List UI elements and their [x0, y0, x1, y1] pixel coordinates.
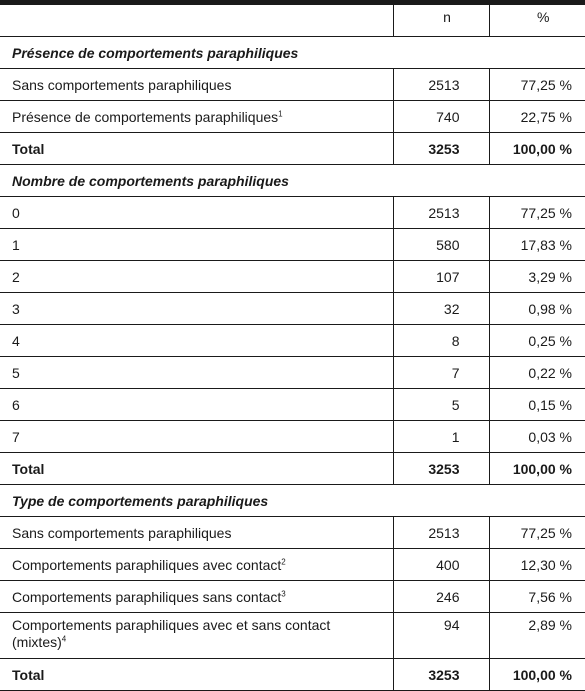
table-row	[0, 517, 585, 549]
footnote-marker: 1	[278, 108, 283, 118]
data-table	[0, 5, 585, 691]
section-title: Présence de comportements paraphiliques	[0, 37, 585, 69]
total-percent: 100,00 %	[489, 453, 585, 485]
total-label: Total	[0, 453, 393, 485]
row-count: 2513	[393, 69, 489, 101]
section-title: Type de comportements paraphiliques	[0, 485, 585, 517]
row-label: 0	[12, 204, 20, 221]
total-label: Total	[0, 133, 393, 165]
table-row	[0, 325, 585, 357]
total-label: Total	[0, 659, 393, 691]
section-header-row	[0, 37, 585, 69]
row-count: 2513	[393, 517, 489, 549]
total-row	[0, 453, 585, 485]
table-row	[0, 613, 585, 659]
section-title: Nombre de comportements paraphiliques	[0, 165, 585, 197]
row-label: Comportements paraphiliques avec et sans contact (mixtes)	[12, 617, 331, 650]
row-percent: 0,98 %	[489, 293, 585, 325]
table-row	[0, 357, 585, 389]
row-count: 32	[393, 293, 489, 325]
section-header-row	[0, 485, 585, 517]
total-row	[0, 659, 585, 691]
row-label-cell	[0, 389, 393, 421]
table-row	[0, 197, 585, 229]
row-label: 3	[12, 300, 20, 317]
footnote-marker: 2	[281, 556, 286, 566]
row-percent: 0,15 %	[489, 389, 585, 421]
row-label: Comportements paraphiliques avec contact	[12, 556, 282, 573]
row-count: 7	[393, 357, 489, 389]
row-label-cell	[0, 517, 393, 549]
table-row	[0, 581, 585, 613]
row-count: 580	[393, 229, 489, 261]
total-percent: 100,00 %	[489, 659, 585, 691]
row-percent: 17,83 %	[489, 229, 585, 261]
row-percent: 2,89 %	[489, 613, 585, 659]
row-label-cell	[0, 325, 393, 357]
footnote-marker: 3	[281, 588, 286, 598]
table-row	[0, 549, 585, 581]
row-count: 740	[393, 101, 489, 133]
row-percent: 7,56 %	[489, 581, 585, 613]
row-label: Comportements paraphiliques sans contact	[12, 588, 282, 605]
row-label: 4	[12, 332, 20, 349]
row-label-cell	[0, 613, 393, 659]
table-row	[0, 421, 585, 453]
row-count: 1	[393, 421, 489, 453]
row-label: 2	[12, 268, 20, 285]
row-count: 5	[393, 389, 489, 421]
row-label: 5	[12, 364, 20, 381]
row-percent: 0,22 %	[489, 357, 585, 389]
row-label: 1	[12, 236, 20, 253]
row-count: 246	[393, 581, 489, 613]
table-row	[0, 389, 585, 421]
row-percent: 3,29 %	[489, 261, 585, 293]
table-row	[0, 293, 585, 325]
table-row	[0, 69, 585, 101]
header-n: n	[393, 5, 489, 37]
table-row	[0, 101, 585, 133]
total-count: 3253	[393, 659, 489, 691]
row-percent: 22,75 %	[489, 101, 585, 133]
row-label-cell	[0, 421, 393, 453]
table-row	[0, 229, 585, 261]
row-label-cell	[0, 197, 393, 229]
row-label-cell	[0, 357, 393, 389]
row-label-cell	[0, 581, 393, 613]
header-row	[0, 5, 585, 37]
row-label-cell	[0, 261, 393, 293]
row-label-cell	[0, 549, 393, 581]
section-header-row	[0, 165, 585, 197]
row-label: Sans comportements paraphiliques	[12, 524, 232, 541]
row-percent: 0,03 %	[489, 421, 585, 453]
row-label: Sans comportements paraphiliques	[12, 76, 232, 93]
row-percent: 0,25 %	[489, 325, 585, 357]
row-count: 2513	[393, 197, 489, 229]
footnote-marker: 4	[61, 634, 67, 644]
table-row	[0, 261, 585, 293]
row-label: Présence de comportements paraphiliques	[12, 108, 279, 125]
row-count: 8	[393, 325, 489, 357]
row-count: 94	[393, 613, 489, 659]
row-percent: 12,30 %	[489, 549, 585, 581]
row-percent: 77,25 %	[489, 69, 585, 101]
total-count: 3253	[393, 133, 489, 165]
row-label-cell	[0, 69, 393, 101]
header-label-cell	[0, 5, 393, 37]
row-label-cell	[0, 229, 393, 261]
row-percent: 77,25 %	[489, 517, 585, 549]
total-count: 3253	[393, 453, 489, 485]
row-count: 400	[393, 549, 489, 581]
row-label: 7	[12, 428, 20, 445]
total-percent: 100,00 %	[489, 133, 585, 165]
row-percent: 77,25 %	[489, 197, 585, 229]
row-label-cell	[0, 293, 393, 325]
row-label: 6	[12, 396, 20, 413]
header-pct: %	[489, 5, 585, 37]
row-label-cell	[0, 101, 393, 133]
row-count: 107	[393, 261, 489, 293]
total-row	[0, 133, 585, 165]
